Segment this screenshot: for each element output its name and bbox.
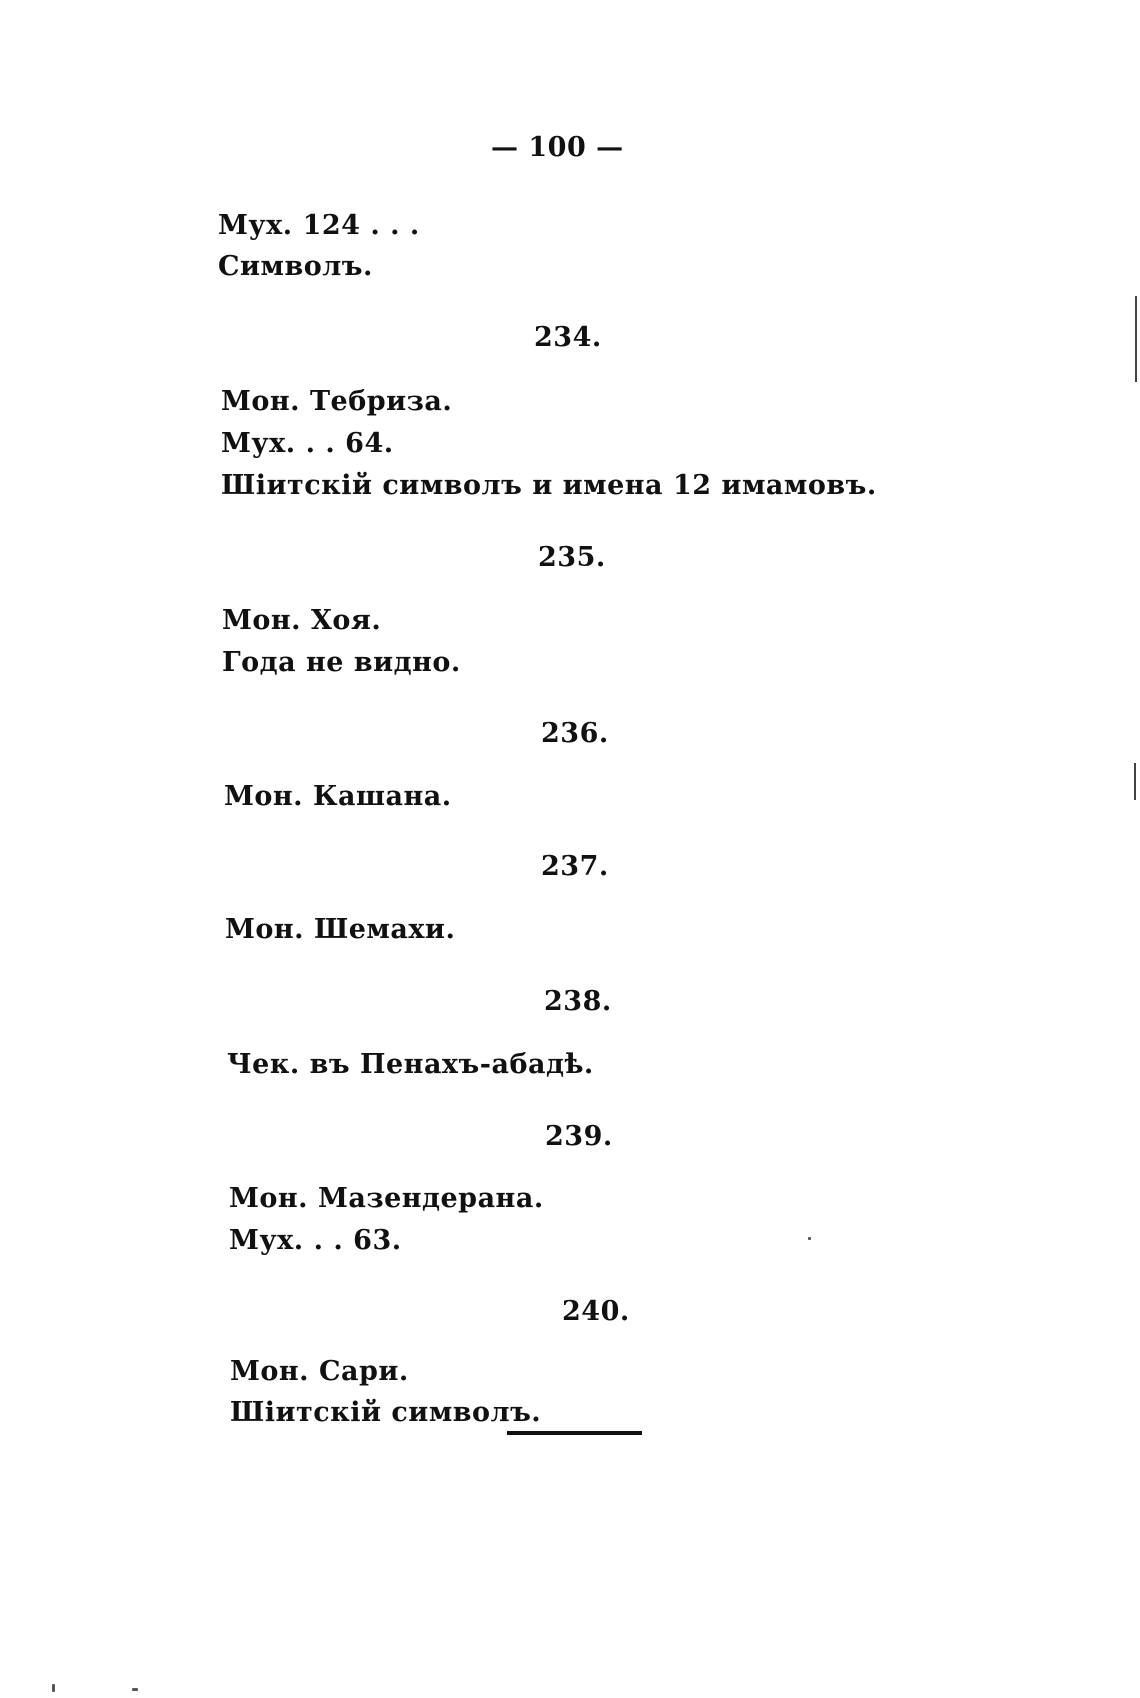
- entry-line: Шiитскiй символъ и имена 12 имамовъ.: [221, 470, 877, 501]
- entry-number: 234.: [534, 322, 602, 353]
- entry-line: Мон. Кашана.: [224, 781, 452, 812]
- entry-line: Мон. Шемахи.: [225, 914, 456, 945]
- entry-number: 236.: [541, 718, 609, 749]
- entry-line: Чек. въ Пенахъ-абадѣ.: [227, 1049, 594, 1080]
- entry-line: Мух. . . 63.: [229, 1225, 402, 1256]
- scan-speck: [52, 1684, 55, 1692]
- entry-line: Мух. . . 64.: [221, 428, 394, 459]
- page-edge-mark: [1135, 296, 1137, 382]
- entry-number: 239.: [545, 1121, 613, 1152]
- entry-number: 238.: [544, 986, 612, 1017]
- entry-line: Мон. Тебриза.: [221, 386, 453, 417]
- scan-speck: [808, 1237, 811, 1240]
- page-edge-mark: [1134, 763, 1136, 800]
- entry-number: 237.: [541, 851, 609, 882]
- closing-rule: [507, 1431, 642, 1435]
- entry-number: 235.: [538, 542, 606, 573]
- scan-speck: [132, 1688, 138, 1691]
- entry-line: Мон. Хоя.: [222, 605, 382, 636]
- entry-number: 240.: [562, 1296, 630, 1327]
- page-number: — 100 —: [491, 132, 624, 163]
- entry-line: Года не видно.: [222, 647, 461, 678]
- entry-line: Шiитскiй символъ.: [230, 1397, 542, 1428]
- entry-line: Мон. Мазендерана.: [229, 1183, 544, 1214]
- entry-line: Символъ.: [218, 251, 373, 282]
- entry-line: Мух. 124 . . .: [218, 210, 420, 241]
- entry-line: Мон. Сари.: [230, 1356, 409, 1387]
